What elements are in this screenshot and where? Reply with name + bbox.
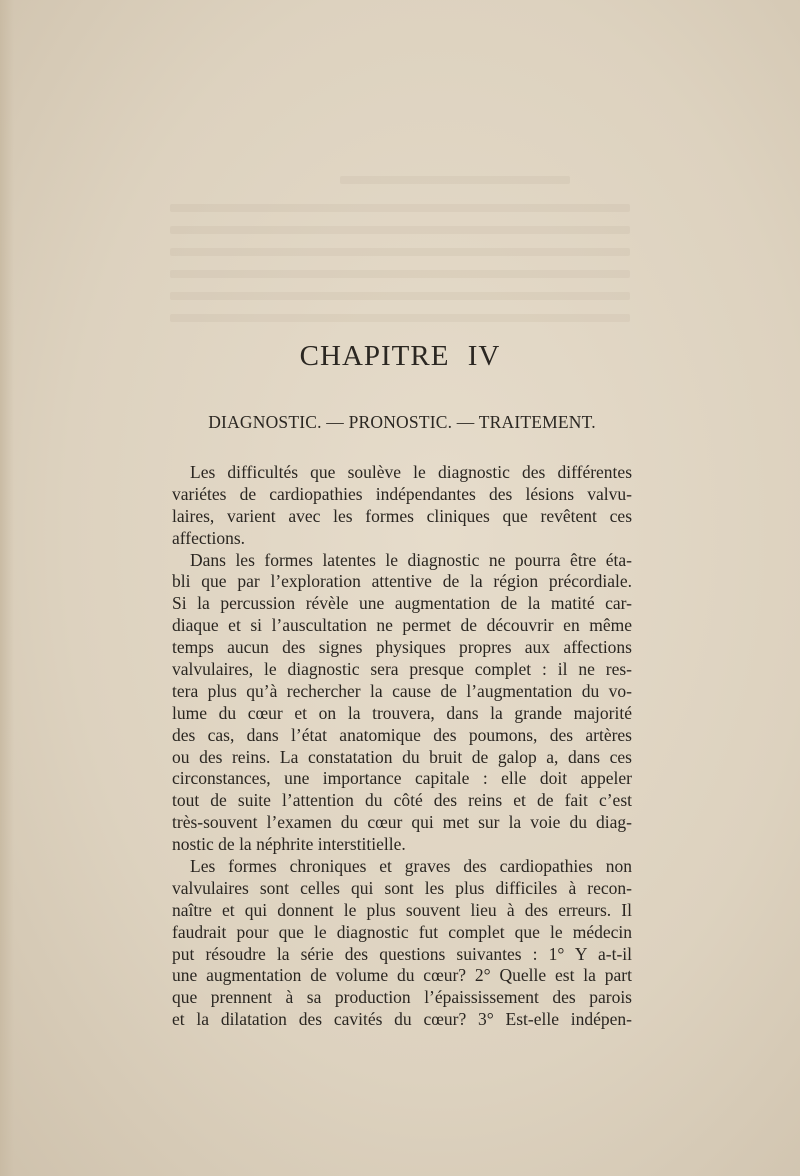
show-through-text: [170, 204, 630, 212]
text-line: put résoudre la série des questions suivantes : 1° Y a-t-il: [172, 943, 632, 964]
text-line: que prennent à sa production l’épaississement des parois: [172, 987, 632, 1008]
text-line: tera plus qu’à rechercher la cause de l’augmentation du vo-: [172, 680, 632, 701]
text-line: Si la percussion révèle une augmentation de la matité car-: [172, 593, 632, 614]
text-line: Les difficultés que soulève le diagnostic des différentes: [190, 462, 632, 482]
paragraph: [172, 462, 632, 550]
show-through-text: [170, 248, 630, 256]
text-line: circonstances, une importance capitale : elle doit appeler: [172, 768, 632, 789]
text-line: faudrait pour que le diagnostic fut complet que le médecin: [172, 921, 632, 942]
text-line: bli que par l’exploration attentive de la région précordiale.: [172, 571, 632, 592]
text-line: naître et qui donnent le plus souvent lieu à des erreurs. Il: [172, 899, 632, 920]
text-line: Les formes chroniques et graves des cardiopathies non: [190, 856, 632, 877]
text-line: et la dilatation des cavités du cœur? 3° Est-elle indépen-: [172, 1009, 632, 1030]
chapter-title: CHAPITRE IV: [299, 340, 501, 372]
text-line: ou des reins. La constatation du bruit de galop a, dans ces: [172, 746, 632, 767]
text-line: Dans les formes latentes le diagnostic ne pourra être éta-: [190, 549, 632, 570]
text-line: laires, varient avec les formes cliniques que revêtent ces: [172, 505, 632, 526]
text-line: tout de suite l’attention du côté des reins et de fait c’est: [172, 790, 632, 811]
text-line: temps aucun des signes physiques propres aux affections: [172, 637, 632, 658]
paragraph: [172, 856, 632, 1031]
show-through-text: [170, 226, 630, 234]
text-line: des cas, dans l’état anatomique des poumons, des artères: [172, 724, 632, 745]
show-through-text: [170, 314, 630, 322]
text-line: une augmentation de volume du cœur? 2° Quelle est la part: [172, 965, 632, 986]
paragraph: [172, 550, 632, 856]
text-line: lume du cœur et on la trouvera, dans la grande majorité: [172, 702, 632, 723]
page-gutter-shadow: [0, 0, 14, 1176]
text-line: affections.: [172, 527, 246, 548]
text-line: valvulaires, le diagnostic sera presque complet : il ne res-: [172, 659, 632, 680]
text-line: valvulaires sont celles qui sont les plus difficiles à recon-: [172, 877, 632, 898]
text-line: très-souvent l’examen du cœur qui met sur la voie du diag-: [172, 812, 632, 833]
show-through-text: [340, 176, 570, 184]
show-through-text: [170, 292, 630, 300]
text-line: variétes de cardiopathies indépendantes des lésions valvu-: [172, 483, 632, 504]
body-text: [172, 462, 632, 1031]
text-line: diaque et si l’auscultation ne permet de découvrir en même: [172, 615, 632, 636]
text-line: nostic de la néphrite interstitielle.: [172, 834, 406, 855]
show-through-text: [170, 270, 630, 278]
chapter-subtitle: DIAGNOSTIC. — PRONOSTIC. — TRAITEMENT.: [208, 412, 596, 432]
